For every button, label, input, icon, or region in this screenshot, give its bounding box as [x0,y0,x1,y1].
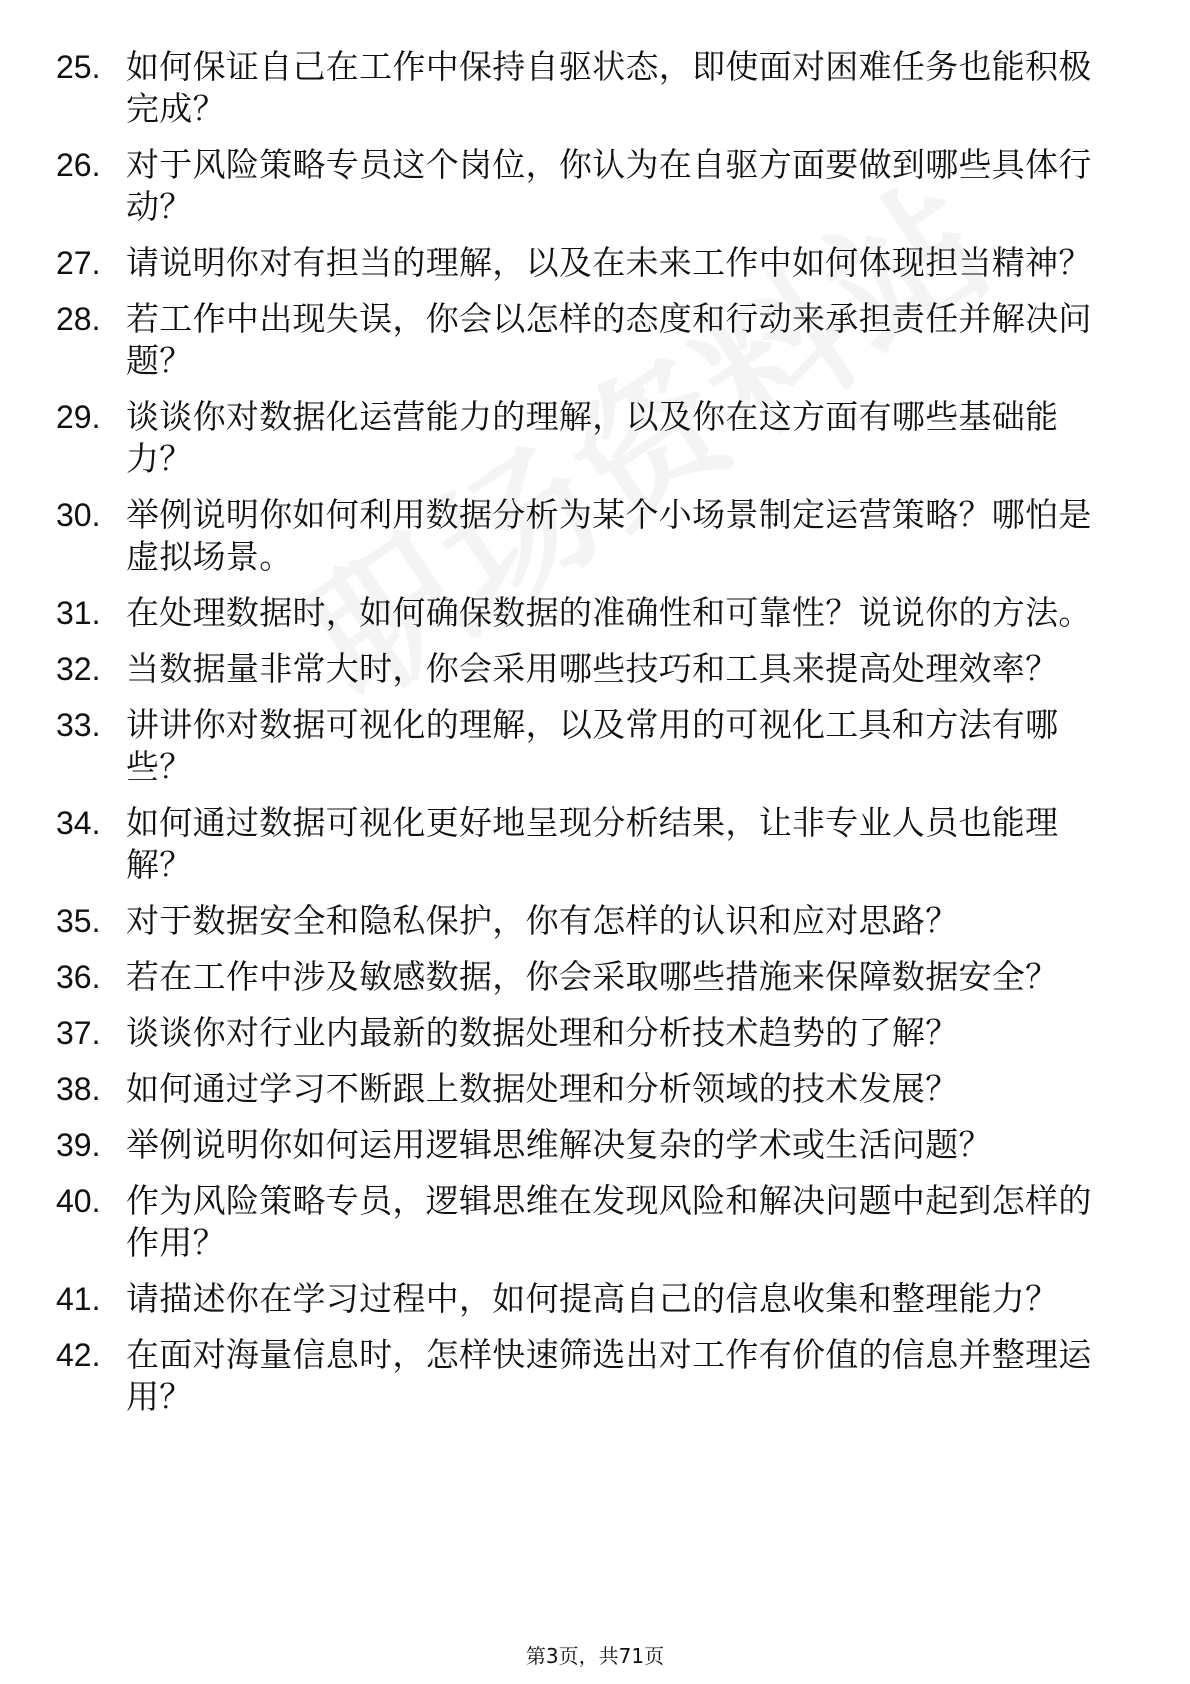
question-item [0,1334,1190,1418]
question-item [0,1068,1190,1110]
question-item [0,1012,1190,1054]
question-number: 42. [56,1337,101,1373]
page-footer: 第3页，共71页 [525,1644,665,1668]
question-number: 30. [56,497,101,533]
question-item [0,900,1190,942]
question-text: 对于数据安全和隐私保护，你有怎样的认识和应对思路？ [126,901,959,940]
question-text: 若工作中出现失误，你会以怎样的态度和行动来承担责任并解决问题？ [126,299,1092,380]
question-text: 如何通过数据可视化更好地呈现分析结果，让非专业人员也能理解？ [126,803,1059,884]
question-number: 40. [56,1183,101,1219]
question-text: 若在工作中涉及敏感数据，你会采取哪些措施来保障数据安全？ [126,957,1059,996]
question-number: 28. [56,301,101,337]
question-number: 26. [56,147,101,183]
question-number: 36. [56,959,101,995]
question-list [0,46,1190,1432]
question-text: 请说明你对有担当的理解，以及在未来工作中如何体现担当精神？ [126,243,1092,282]
question-number: 37. [56,1015,101,1051]
question-text: 请描述你在学习过程中，如何提高自己的信息收集和整理能力？ [126,1279,1059,1318]
question-number: 39. [56,1127,101,1163]
question-text: 在处理数据时，如何确保数据的准确性和可靠性？说说你的方法。 [126,593,1092,632]
question-number: 32. [56,651,101,687]
question-text: 当数据量非常大时，你会采用哪些技巧和工具来提高处理效率？ [126,649,1059,688]
question-number: 35. [56,903,101,939]
question-text: 作为风险策略专员，逻辑思维在发现风险和解决问题中起到怎样的作用？ [126,1181,1092,1262]
question-number: 31. [56,595,101,631]
question-number: 33. [56,707,101,743]
question-text: 如何通过学习不断跟上数据处理和分析领域的技术发展？ [126,1069,959,1108]
question-text: 举例说明你如何运用逻辑思维解决复杂的学术或生活问题？ [126,1125,992,1164]
question-number: 34. [56,805,101,841]
question-item [0,46,1190,130]
question-item [0,592,1190,634]
question-item [0,704,1190,788]
question-item [0,1180,1190,1264]
question-item [0,242,1190,284]
question-item [0,144,1190,228]
question-number: 38. [56,1071,101,1107]
question-item [0,1278,1190,1320]
question-item [0,494,1190,578]
question-text: 在面对海量信息时，怎样快速筛选出对工作有价值的信息并整理运用？ [126,1335,1092,1416]
question-text: 谈谈你对行业内最新的数据处理和分析技术趋势的了解？ [126,1013,959,1052]
question-item [0,298,1190,382]
question-number: 27. [56,245,101,281]
question-number: 41. [56,1281,101,1317]
question-text: 如何保证自己在工作中保持自驱状态，即使面对困难任务也能积极完成？ [126,47,1092,128]
question-item [0,1124,1190,1166]
question-item [0,396,1190,480]
question-text: 举例说明你如何利用数据分析为某个小场景制定运营策略？哪怕是虚拟场景。 [126,495,1092,576]
question-text: 对于风险策略专员这个岗位，你认为在自驱方面要做到哪些具体行动？ [126,145,1092,226]
question-number: 25. [56,49,101,85]
question-text: 讲讲你对数据可视化的理解，以及常用的可视化工具和方法有哪些？ [126,705,1059,786]
question-number: 29. [56,399,101,435]
question-item [0,648,1190,690]
question-text: 谈谈你对数据化运营能力的理解，以及你在这方面有哪些基础能力？ [126,397,1059,478]
question-item [0,956,1190,998]
question-item [0,802,1190,886]
